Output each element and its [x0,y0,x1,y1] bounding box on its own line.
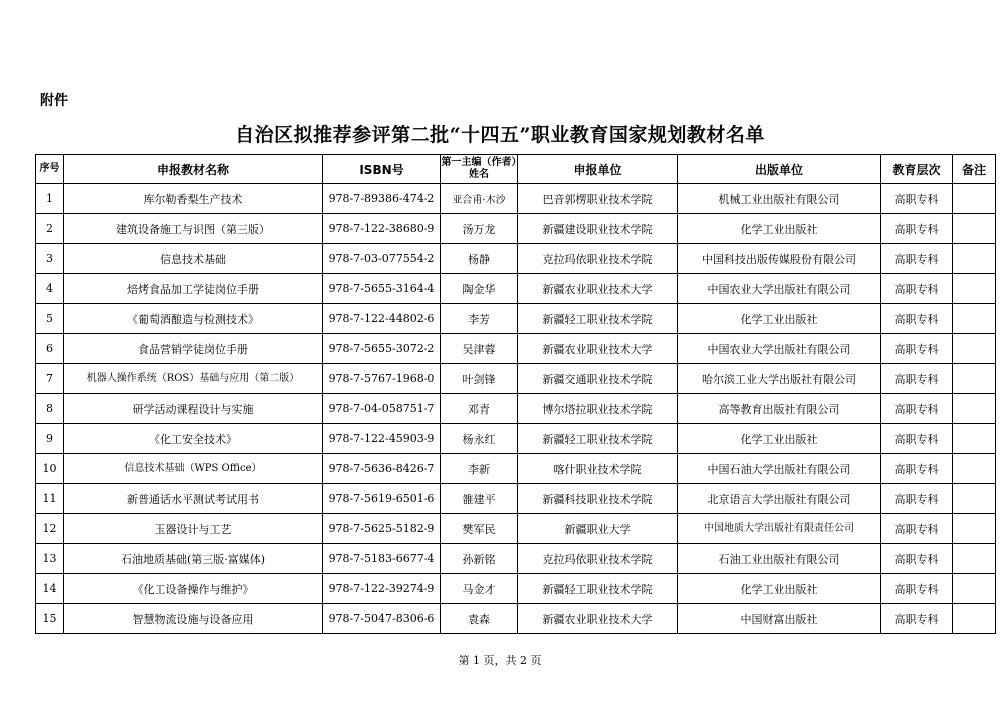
header-note: 备注 [953,155,996,184]
cell-isbn: 978-7-5625-5182-9 [323,514,441,544]
cell-name: 机器人操作系统（ROS）基础与应用（第二版） [64,364,323,394]
cell-name: 信息技术基础 [64,244,323,274]
cell-author: 亚合甫·木沙 [441,184,518,214]
cell-publisher: 中国财富出版社 [678,604,881,634]
cell-name: 智慧物流设施与设备应用 [64,604,323,634]
cell-publisher: 化学工业出版社 [678,424,881,454]
cell-unit: 新疆农业职业技术大学 [518,274,678,304]
table-row [36,604,996,634]
header-author: 第一主编（作者）姓名 [441,155,518,184]
cell-publisher: 中国科技出版传媒股份有限公司 [678,244,881,274]
cell-author: 李新 [441,454,518,484]
cell-no: 7 [36,364,64,394]
header-publisher: 出版单位 [678,155,881,184]
cell-isbn: 978-7-04-058751-7 [323,394,441,424]
cell-isbn: 978-7-5183-6677-4 [323,544,441,574]
cell-note [953,544,996,574]
cell-isbn: 978-7-5047-8306-6 [323,604,441,634]
table-row [36,484,996,514]
cell-level: 高职专科 [881,604,953,634]
cell-author: 杨永红 [441,424,518,454]
table-row [36,334,996,364]
cell-name: 建筑设备施工与识图（第三版） [64,214,323,244]
cell-unit: 新疆轻工职业技术学院 [518,424,678,454]
cell-author: 陶金华 [441,274,518,304]
cell-publisher: 化学工业出版社 [678,304,881,334]
cell-note [953,514,996,544]
cell-note [953,364,996,394]
cell-isbn: 978-7-89386-474-2 [323,184,441,214]
cell-note [953,274,996,304]
cell-isbn: 978-7-03-077554-2 [323,244,441,274]
cell-name: 石油地质基础(第三版·富媒体) [64,544,323,574]
cell-author: 马金才 [441,574,518,604]
cell-level: 高职专科 [881,424,953,454]
cell-no: 1 [36,184,64,214]
cell-level: 高职专科 [881,214,953,244]
cell-isbn: 978-7-122-38680-9 [323,214,441,244]
cell-unit: 喀什职业技术学院 [518,454,678,484]
cell-name: 食品营销学徒岗位手册 [64,334,323,364]
cell-note [953,304,996,334]
cell-publisher: 化学工业出版社 [678,574,881,604]
cell-unit: 新疆交通职业技术学院 [518,364,678,394]
cell-isbn: 978-7-122-44802-6 [323,304,441,334]
cell-note [953,334,996,364]
cell-unit: 新疆建设职业技术学院 [518,214,678,244]
cell-no: 14 [36,574,64,604]
cell-no: 15 [36,604,64,634]
header-no: 序号 [36,155,64,184]
cell-note [953,424,996,454]
cell-unit: 新疆农业职业技术大学 [518,604,678,634]
table-row [36,424,996,454]
cell-publisher: 高等教育出版社有限公司 [678,394,881,424]
cell-isbn: 978-7-5636-8426-7 [323,454,441,484]
table-row [36,364,996,394]
cell-author: 吴津蓉 [441,334,518,364]
cell-no: 3 [36,244,64,274]
cell-author: 孙新铭 [441,544,518,574]
cell-author: 樊军民 [441,514,518,544]
cell-publisher: 中国地质大学出版社有限责任公司 [678,514,881,544]
cell-note [953,184,996,214]
cell-publisher: 化学工业出版社 [678,214,881,244]
cell-unit: 新疆农业职业技术大学 [518,334,678,364]
cell-author: 雒建平 [441,484,518,514]
cell-level: 高职专科 [881,244,953,274]
table-row [36,244,996,274]
cell-no: 10 [36,454,64,484]
page-title: 自治区拟推荐参评第二批“十四五”职业教育国家规划教材名单 [235,124,765,146]
cell-level: 高职专科 [881,544,953,574]
cell-author: 邓青 [441,394,518,424]
cell-no: 5 [36,304,64,334]
cell-publisher: 哈尔滨工业大学出版社有限公司 [678,364,881,394]
table-row [36,214,996,244]
cell-unit: 新疆科技职业技术学院 [518,484,678,514]
cell-publisher: 中国农业大学出版社有限公司 [678,274,881,304]
cell-publisher: 中国农业大学出版社有限公司 [678,334,881,364]
cell-unit: 巴音郭楞职业技术学院 [518,184,678,214]
cell-note [953,484,996,514]
cell-unit: 克拉玛依职业技术学院 [518,544,678,574]
table-row [36,574,996,604]
cell-publisher: 石油工业出版社有限公司 [678,544,881,574]
cell-name: 《化工设备操作与维护》 [64,574,323,604]
table-row [36,274,996,304]
table-header-row [36,155,996,184]
cell-author: 叶剑锋 [441,364,518,394]
cell-name: 玉器设计与工艺 [64,514,323,544]
cell-no: 13 [36,544,64,574]
cell-unit: 克拉玛依职业技术学院 [518,244,678,274]
cell-level: 高职专科 [881,394,953,424]
cell-name: 新普通话水平测试考试用书 [64,484,323,514]
cell-no: 8 [36,394,64,424]
cell-note [953,574,996,604]
cell-level: 高职专科 [881,514,953,544]
table-row [36,394,996,424]
cell-unit: 博尔塔拉职业技术学院 [518,394,678,424]
header-name: 申报教材名称 [64,155,323,184]
cell-note [953,214,996,244]
header-isbn: ISBN号 [323,155,441,184]
cell-no: 4 [36,274,64,304]
cell-level: 高职专科 [881,274,953,304]
cell-isbn: 978-7-122-45903-9 [323,424,441,454]
cell-unit: 新疆轻工职业技术学院 [518,304,678,334]
cell-name: 焙烤食品加工学徒岗位手册 [64,274,323,304]
cell-no: 2 [36,214,64,244]
table-row [36,544,996,574]
cell-name: 信息技术基础（WPS Office） [64,454,323,484]
page-footer: 第 1 页，共 2 页 [458,654,542,667]
header-unit: 申报单位 [518,155,678,184]
cell-note [953,244,996,274]
cell-publisher: 北京语言大学出版社有限公司 [678,484,881,514]
cell-level: 高职专科 [881,454,953,484]
cell-author: 杨静 [441,244,518,274]
cell-publisher: 中国石油大学出版社有限公司 [678,454,881,484]
cell-level: 高职专科 [881,304,953,334]
table-row [36,304,996,334]
cell-isbn: 978-7-5655-3164-4 [323,274,441,304]
table-row [36,514,996,544]
cell-no: 12 [36,514,64,544]
cell-level: 高职专科 [881,184,953,214]
table-row [36,454,996,484]
cell-no: 9 [36,424,64,454]
cell-isbn: 978-7-122-39274-9 [323,574,441,604]
cell-note [953,454,996,484]
table-row [36,184,996,214]
cell-unit: 新疆职业大学 [518,514,678,544]
cell-unit: 新疆轻工职业技术学院 [518,574,678,604]
cell-isbn: 978-7-5655-3072-2 [323,334,441,364]
header-level: 教育层次 [881,155,953,184]
cell-isbn: 978-7-5767-1968-0 [323,364,441,394]
attachment-label: 附件 [40,93,68,109]
cell-note [953,604,996,634]
cell-name: 研学活动课程设计与实施 [64,394,323,424]
cell-name: 《化工安全技术》 [64,424,323,454]
cell-publisher: 机械工业出版社有限公司 [678,184,881,214]
cell-name: 库尔勒香梨生产技术 [64,184,323,214]
cell-no: 11 [36,484,64,514]
cell-level: 高职专科 [881,364,953,394]
cell-name: 《葡萄酒酿造与检测技术》 [64,304,323,334]
cell-author: 袁森 [441,604,518,634]
cell-note [953,394,996,424]
cell-level: 高职专科 [881,484,953,514]
cell-isbn: 978-7-5619-6501-6 [323,484,441,514]
cell-author: 汤万龙 [441,214,518,244]
textbook-table [35,154,996,634]
cell-level: 高职专科 [881,334,953,364]
cell-level: 高职专科 [881,574,953,604]
cell-author: 李芳 [441,304,518,334]
cell-no: 6 [36,334,64,364]
